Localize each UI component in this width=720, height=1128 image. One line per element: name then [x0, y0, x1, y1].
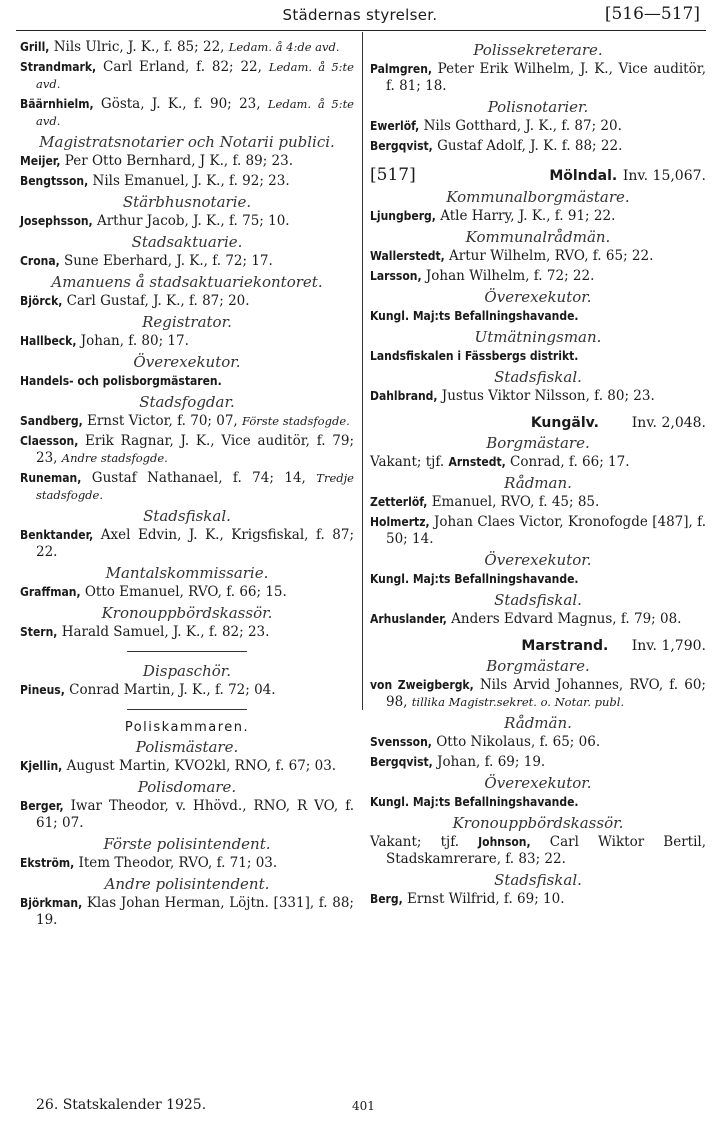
town-name: Mölndal.: [549, 168, 618, 184]
town-population: Inv. 15,067.: [622, 168, 706, 184]
person-name: Hallbeck,: [20, 334, 77, 348]
person-name: Benktander,: [20, 528, 94, 542]
person-name: Holmertz,: [370, 515, 430, 529]
person-entry: [370, 754, 706, 771]
section-heading: Stadsaktuarie.: [131, 233, 243, 251]
person-name: Pineus,: [20, 683, 65, 697]
right-column: [370, 38, 706, 911]
entry-details: Otto Nikolaus, f. 65; 06.: [436, 734, 601, 750]
page-range: [516—517]: [604, 4, 700, 24]
section-heading: Borgmästare.: [486, 434, 590, 452]
section-heading: Mantalskommissarie.: [105, 564, 269, 582]
entry-prefix: Vakant; tjf.: [370, 454, 445, 470]
entry-details: Anders Edvard Magnus, f. 79; 08.: [451, 611, 682, 627]
person-name: Björkman,: [20, 896, 83, 910]
town-name: Marstrand.: [521, 638, 609, 654]
person-name: Sandberg,: [20, 414, 83, 428]
person-entry: [20, 682, 354, 699]
town-population: Inv. 2,048.: [631, 415, 706, 431]
entry-details: Peter Erik Wilhelm, J. K., Vice auditör, f. 81; 18.: [386, 61, 706, 94]
entry-details: Gustaf Adolf, J. K. f. 88; 22.: [437, 138, 623, 154]
section-heading: Rådman.: [504, 474, 572, 492]
person-entry: [370, 454, 706, 471]
section-heading: Stärbhusnotarie.: [122, 193, 252, 211]
section-heading: Kommunalborgmästare.: [446, 188, 630, 206]
section-heading: Stadsfiskal.: [494, 368, 582, 386]
entry-note: Ledam. å 5:te avd.: [36, 60, 354, 91]
entry-details: Nils Emanuel, J. K., f. 92; 23.: [92, 173, 290, 189]
person-entry: [20, 433, 354, 467]
person-name: Ewerlöf,: [370, 119, 420, 133]
person-entry: [20, 213, 354, 230]
section-heading: Polisdomare.: [137, 778, 237, 796]
person-entry: [370, 677, 706, 711]
person-name: Crona,: [20, 254, 60, 268]
town-heading: [370, 638, 706, 654]
person-entry: [370, 348, 706, 365]
person-name: Claesson,: [20, 434, 79, 448]
town-heading: [370, 415, 706, 431]
person-name: Kungl. Maj:ts Befallningshavande.: [370, 795, 579, 809]
entry-details: Harald Samuel, J. K., f. 82; 23.: [61, 624, 270, 640]
separator-rule: [127, 651, 247, 652]
person-entry: [370, 734, 706, 751]
entry-details: Nils Arvid Johannes, RVO, f. 60; 98,: [386, 677, 706, 710]
section-heading: Stadsfiskal.: [494, 591, 582, 609]
person-entry: [20, 624, 354, 641]
person-name: Handels- och polisborgmästaren.: [20, 374, 222, 388]
running-header: Städernas styrelser.: [282, 6, 438, 24]
entry-note: Ledam. å 4:de avd.: [228, 40, 340, 54]
entry-note: tillika Magistr.sekret. o. Notar. publ.: [411, 695, 625, 709]
entry-details: Carl Gustaf, J. K., f. 87; 20.: [66, 293, 250, 309]
person-entry: [20, 333, 354, 350]
entry-details: Carl Erland, f. 82; 22,: [102, 59, 262, 75]
person-name: Landsfiskalen i Fässbergs distrikt.: [370, 349, 579, 363]
entry-details: Per Otto Bernhard, J K., f. 89; 23.: [64, 153, 294, 169]
person-entry: [20, 39, 354, 56]
person-name: Berg,: [370, 892, 403, 906]
section-heading: Kronouppbördskassör.: [452, 814, 624, 832]
person-entry: [20, 253, 354, 270]
person-entry: [370, 268, 706, 285]
subsection-title: Poliskammaren.: [124, 720, 250, 735]
entry-note: Tredje stadsfogde.: [36, 471, 354, 502]
person-name: Wallerstedt,: [370, 249, 445, 263]
person-entry: [20, 153, 354, 170]
person-entry: [370, 248, 706, 265]
entry-note: Andre stadsfogde.: [61, 451, 168, 465]
entry-details: Conrad Martin, J. K., f. 72; 04.: [69, 682, 276, 698]
person-entry: [370, 571, 706, 588]
section-heading: Kommunalrådmän.: [465, 228, 611, 246]
person-name: Graffman,: [20, 585, 81, 599]
entry-details: Ernst Victor, f. 70; 07,: [86, 413, 238, 429]
entry-details: Johan Wilhelm, f. 72; 22.: [425, 268, 595, 284]
person-entry: [370, 138, 706, 155]
section-heading: Magistratsnotarier och Notarii publici.: [39, 133, 335, 151]
person-entry: [370, 514, 706, 548]
entry-details: August Martin, KVO2kl, RNO, f. 67; 03.: [66, 758, 337, 774]
entry-note: Förste stadsfogde.: [242, 414, 350, 428]
entry-details: Klas Johan Herman, Löjtn. [331], f. 88; 19.: [36, 895, 354, 928]
person-entry: [370, 388, 706, 405]
person-name: Grill,: [20, 40, 50, 54]
person-entry: [370, 494, 706, 511]
person-entry: [20, 584, 354, 601]
person-name: Arhuslander,: [370, 612, 447, 626]
person-name: Ekström,: [20, 856, 75, 870]
section-heading: Överexekutor.: [484, 551, 592, 569]
entry-details: Johan Claes Victor, Kronofogde [487], f. 50; 14.: [386, 514, 706, 547]
person-name: Björck,: [20, 294, 63, 308]
town-heading: [370, 165, 706, 185]
section-heading: Registrator.: [142, 313, 232, 331]
town-population: Inv. 1,790.: [631, 638, 706, 654]
entry-details: Erik Ragnar, J. K., Vice auditör, f. 79; 23,: [36, 433, 354, 466]
section-heading: Polisnotarier.: [487, 98, 589, 116]
entry-details: Arthur Jacob, J. K., f. 75; 10.: [96, 213, 290, 229]
entry-prefix: Vakant; tjf.: [370, 834, 460, 850]
person-name: Stern,: [20, 625, 58, 639]
person-entry: [370, 611, 706, 628]
footer-signature: 26. Statskalender 1925.: [36, 1097, 207, 1113]
entry-details: Conrad, f. 66; 17.: [510, 454, 630, 470]
person-name: Bengtsson,: [20, 174, 89, 188]
entry-details: Justus Viktor Nilsson, f. 80; 23.: [441, 388, 655, 404]
person-name: Bäärnhielm,: [20, 97, 94, 111]
section-heading: Överexekutor.: [484, 774, 592, 792]
town-name: Kungälv.: [530, 415, 599, 431]
person-entry: [370, 794, 706, 811]
section-heading: Utmätningsman.: [474, 328, 602, 346]
entry-details: Emanuel, RVO, f. 45; 85.: [431, 494, 600, 510]
person-name: Berger,: [20, 799, 64, 813]
section-heading: Borgmästare.: [486, 657, 590, 675]
person-entry: [370, 208, 706, 225]
person-entry: [20, 855, 354, 872]
entry-note: Ledam. å 5:te avd.: [36, 97, 354, 128]
section-heading: Andre polisintendent.: [104, 875, 270, 893]
person-entry: [20, 758, 354, 775]
person-entry: [20, 96, 354, 130]
person-name: Kjellin,: [20, 759, 63, 773]
section-heading: Stadsfiskal.: [494, 871, 582, 889]
person-entry: [370, 308, 706, 325]
entry-details: Nils Gotthard, J. K., f. 87; 20.: [423, 118, 622, 134]
entry-details: Gösta, J. K., f. 90; 23,: [100, 96, 261, 112]
entry-details: Atle Harry, J. K., f. 91; 22.: [440, 208, 616, 224]
person-name: Svensson,: [370, 735, 432, 749]
section-heading: Amanuens å stadsaktuariekontoret.: [51, 273, 323, 291]
column-divider: [362, 32, 363, 710]
entry-details: Otto Emanuel, RVO, f. 66; 15.: [84, 584, 287, 600]
section-heading: Överexekutor.: [484, 288, 592, 306]
person-entry: [20, 413, 354, 430]
person-name: Bergqvist,: [370, 755, 433, 769]
entry-details: Axel Edvin, J. K., Krigsfiskal, f. 87; 22.: [36, 527, 354, 560]
entry-details: Nils Ulric, J. K., f. 85; 22,: [53, 39, 225, 55]
section-heading: Överexekutor.: [133, 353, 241, 371]
person-name: Larsson,: [370, 269, 422, 283]
section-heading: Rådmän.: [504, 714, 572, 732]
person-name: Johnson,: [478, 835, 531, 849]
person-entry: [20, 59, 354, 93]
person-entry: [20, 173, 354, 190]
person-name: Runeman,: [20, 471, 82, 485]
section-heading: Kronouppbördskassör.: [101, 604, 273, 622]
person-entry: [20, 798, 354, 832]
person-entry: [20, 373, 354, 390]
entry-details: Johan, f. 80; 17.: [80, 333, 189, 349]
person-entry: [20, 895, 354, 929]
person-name: Zetterlöf,: [370, 495, 428, 509]
person-entry: [370, 118, 706, 135]
person-name: Josephsson,: [20, 214, 93, 228]
left-column: [20, 38, 354, 932]
person-entry: [20, 527, 354, 561]
section-heading: Stadsfogdar.: [139, 393, 235, 411]
person-entry: [370, 834, 706, 868]
separator-rule: [127, 709, 247, 710]
person-name: Bergqvist,: [370, 139, 433, 153]
entry-details: Artur Wilhelm, RVO, f. 65; 22.: [449, 248, 654, 264]
person-name: Kungl. Maj:ts Befallningshavande.: [370, 309, 579, 323]
section-heading: Stadsfiskal.: [143, 507, 231, 525]
person-entry: [20, 470, 354, 504]
page-reference: [517]: [370, 165, 416, 185]
person-name: Arnstedt,: [448, 455, 506, 469]
person-name: Ljungberg,: [370, 209, 436, 223]
entry-details: Ernst Wilfrid, f. 69; 10.: [407, 891, 565, 907]
entry-details: Gustaf Nathanael, f. 74; 14,: [91, 470, 306, 486]
person-entry: [370, 891, 706, 908]
section-heading: Polismästare.: [135, 738, 239, 756]
entry-details: Carl Wiktor Bertil, Stadskamrerare, f. 83; 22.: [386, 834, 707, 867]
entry-details: Sune Eberhard, J. K., f. 72; 17.: [64, 253, 273, 269]
person-name: von Zweigbergk,: [370, 678, 474, 692]
person-name: Strandmark,: [20, 60, 97, 74]
person-name: Palmgren,: [370, 62, 432, 76]
header-rule: [16, 30, 706, 31]
entry-details: Item Theodor, RVO, f. 71; 03.: [78, 855, 278, 871]
entry-details: Iwar Theodor, v. Hhövd., RNO, R VO, f. 61; 07.: [36, 798, 354, 831]
section-heading: Dispaschör.: [142, 662, 232, 680]
section-heading: Polissekreterare.: [473, 41, 603, 59]
person-name: Meijer,: [20, 154, 61, 168]
page-number: 401: [352, 1099, 375, 1113]
person-entry: [20, 293, 354, 310]
person-name: Kungl. Maj:ts Befallningshavande.: [370, 572, 579, 586]
entry-details: Johan, f. 69; 19.: [437, 754, 546, 770]
section-heading: Förste polisintendent.: [103, 835, 271, 853]
person-name: Dahlbrand,: [370, 389, 438, 403]
person-entry: [370, 61, 706, 95]
